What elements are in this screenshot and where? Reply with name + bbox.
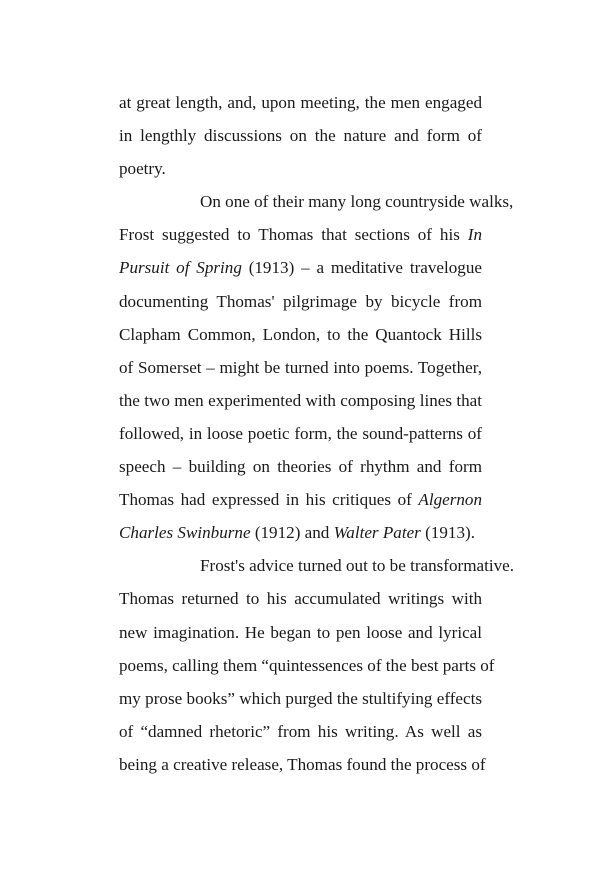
text-line <box>119 582 482 615</box>
text-line <box>119 748 486 781</box>
italic-title: In <box>467 225 482 245</box>
text-line <box>119 649 495 682</box>
text-line <box>119 715 482 748</box>
text-run: Frost suggested to Thomas that sections of his <box>119 225 468 245</box>
italic-title: Pursuit of Spring <box>119 258 242 278</box>
text-run: (1913) – a meditative travelogue <box>241 258 482 278</box>
text-line <box>119 318 482 351</box>
paragraph <box>119 86 482 185</box>
text-line <box>119 682 482 715</box>
text-run: followed, in loose poetic form, the sound-patterns of <box>119 423 482 443</box>
text-line <box>119 351 482 384</box>
text-run: in lengthly discussions on the nature and form of <box>119 126 482 146</box>
text-run: (1912) and <box>250 523 334 543</box>
text-line <box>119 119 482 152</box>
text-line <box>119 285 482 318</box>
text-run: poems, calling them “quintessences of the best parts of <box>119 655 495 675</box>
text-line <box>119 152 482 185</box>
text-line <box>119 516 482 549</box>
text-run: of “damned rhetoric” from his writing. As well as <box>119 721 482 741</box>
text-line <box>119 417 482 450</box>
text-run: poetry. <box>119 159 166 179</box>
text-run: Thomas had expressed in his critiques of <box>119 490 419 510</box>
text-line <box>119 549 515 582</box>
text-line <box>119 483 482 516</box>
italic-title: Charles Swinburne <box>119 523 251 543</box>
text-run: (1913). <box>420 523 475 543</box>
text-run: documenting Thomas' pilgrimage by bicycle from <box>119 291 482 311</box>
text-line <box>119 86 482 119</box>
italic-title: Algernon <box>418 490 482 510</box>
text-line <box>119 450 482 483</box>
text-run: at great length, and, upon meeting, the men engaged <box>119 93 482 112</box>
paragraph <box>119 549 515 781</box>
paragraph <box>119 185 514 549</box>
text-run: the two men experimented with composing lines that <box>119 390 482 410</box>
italic-title: Walter Pater <box>333 523 421 543</box>
text-line <box>119 384 482 417</box>
text-run: my prose books” which purged the stultifying effects <box>119 688 482 708</box>
text-run: Clapham Common, London, to the Quantock Hills <box>119 324 482 344</box>
text-line <box>119 616 482 649</box>
text-run: Thomas returned to his accumulated writings with <box>119 589 482 609</box>
text-run: being a creative release, Thomas found the process of <box>119 754 486 774</box>
text-run: Frost's advice turned out to be transformative. <box>200 556 515 576</box>
text-run: of Somerset – might be turned into poems. Together, <box>119 357 482 377</box>
text-line <box>119 185 514 218</box>
text-run: On one of their many long countryside walks, <box>200 192 514 212</box>
text-line <box>119 218 482 251</box>
text-run: speech – building on theories of rhythm and form <box>119 457 482 477</box>
body-text <box>119 86 515 781</box>
text-line <box>119 251 482 284</box>
text-run: new imagination. He began to pen loose and lyrical <box>119 622 482 642</box>
